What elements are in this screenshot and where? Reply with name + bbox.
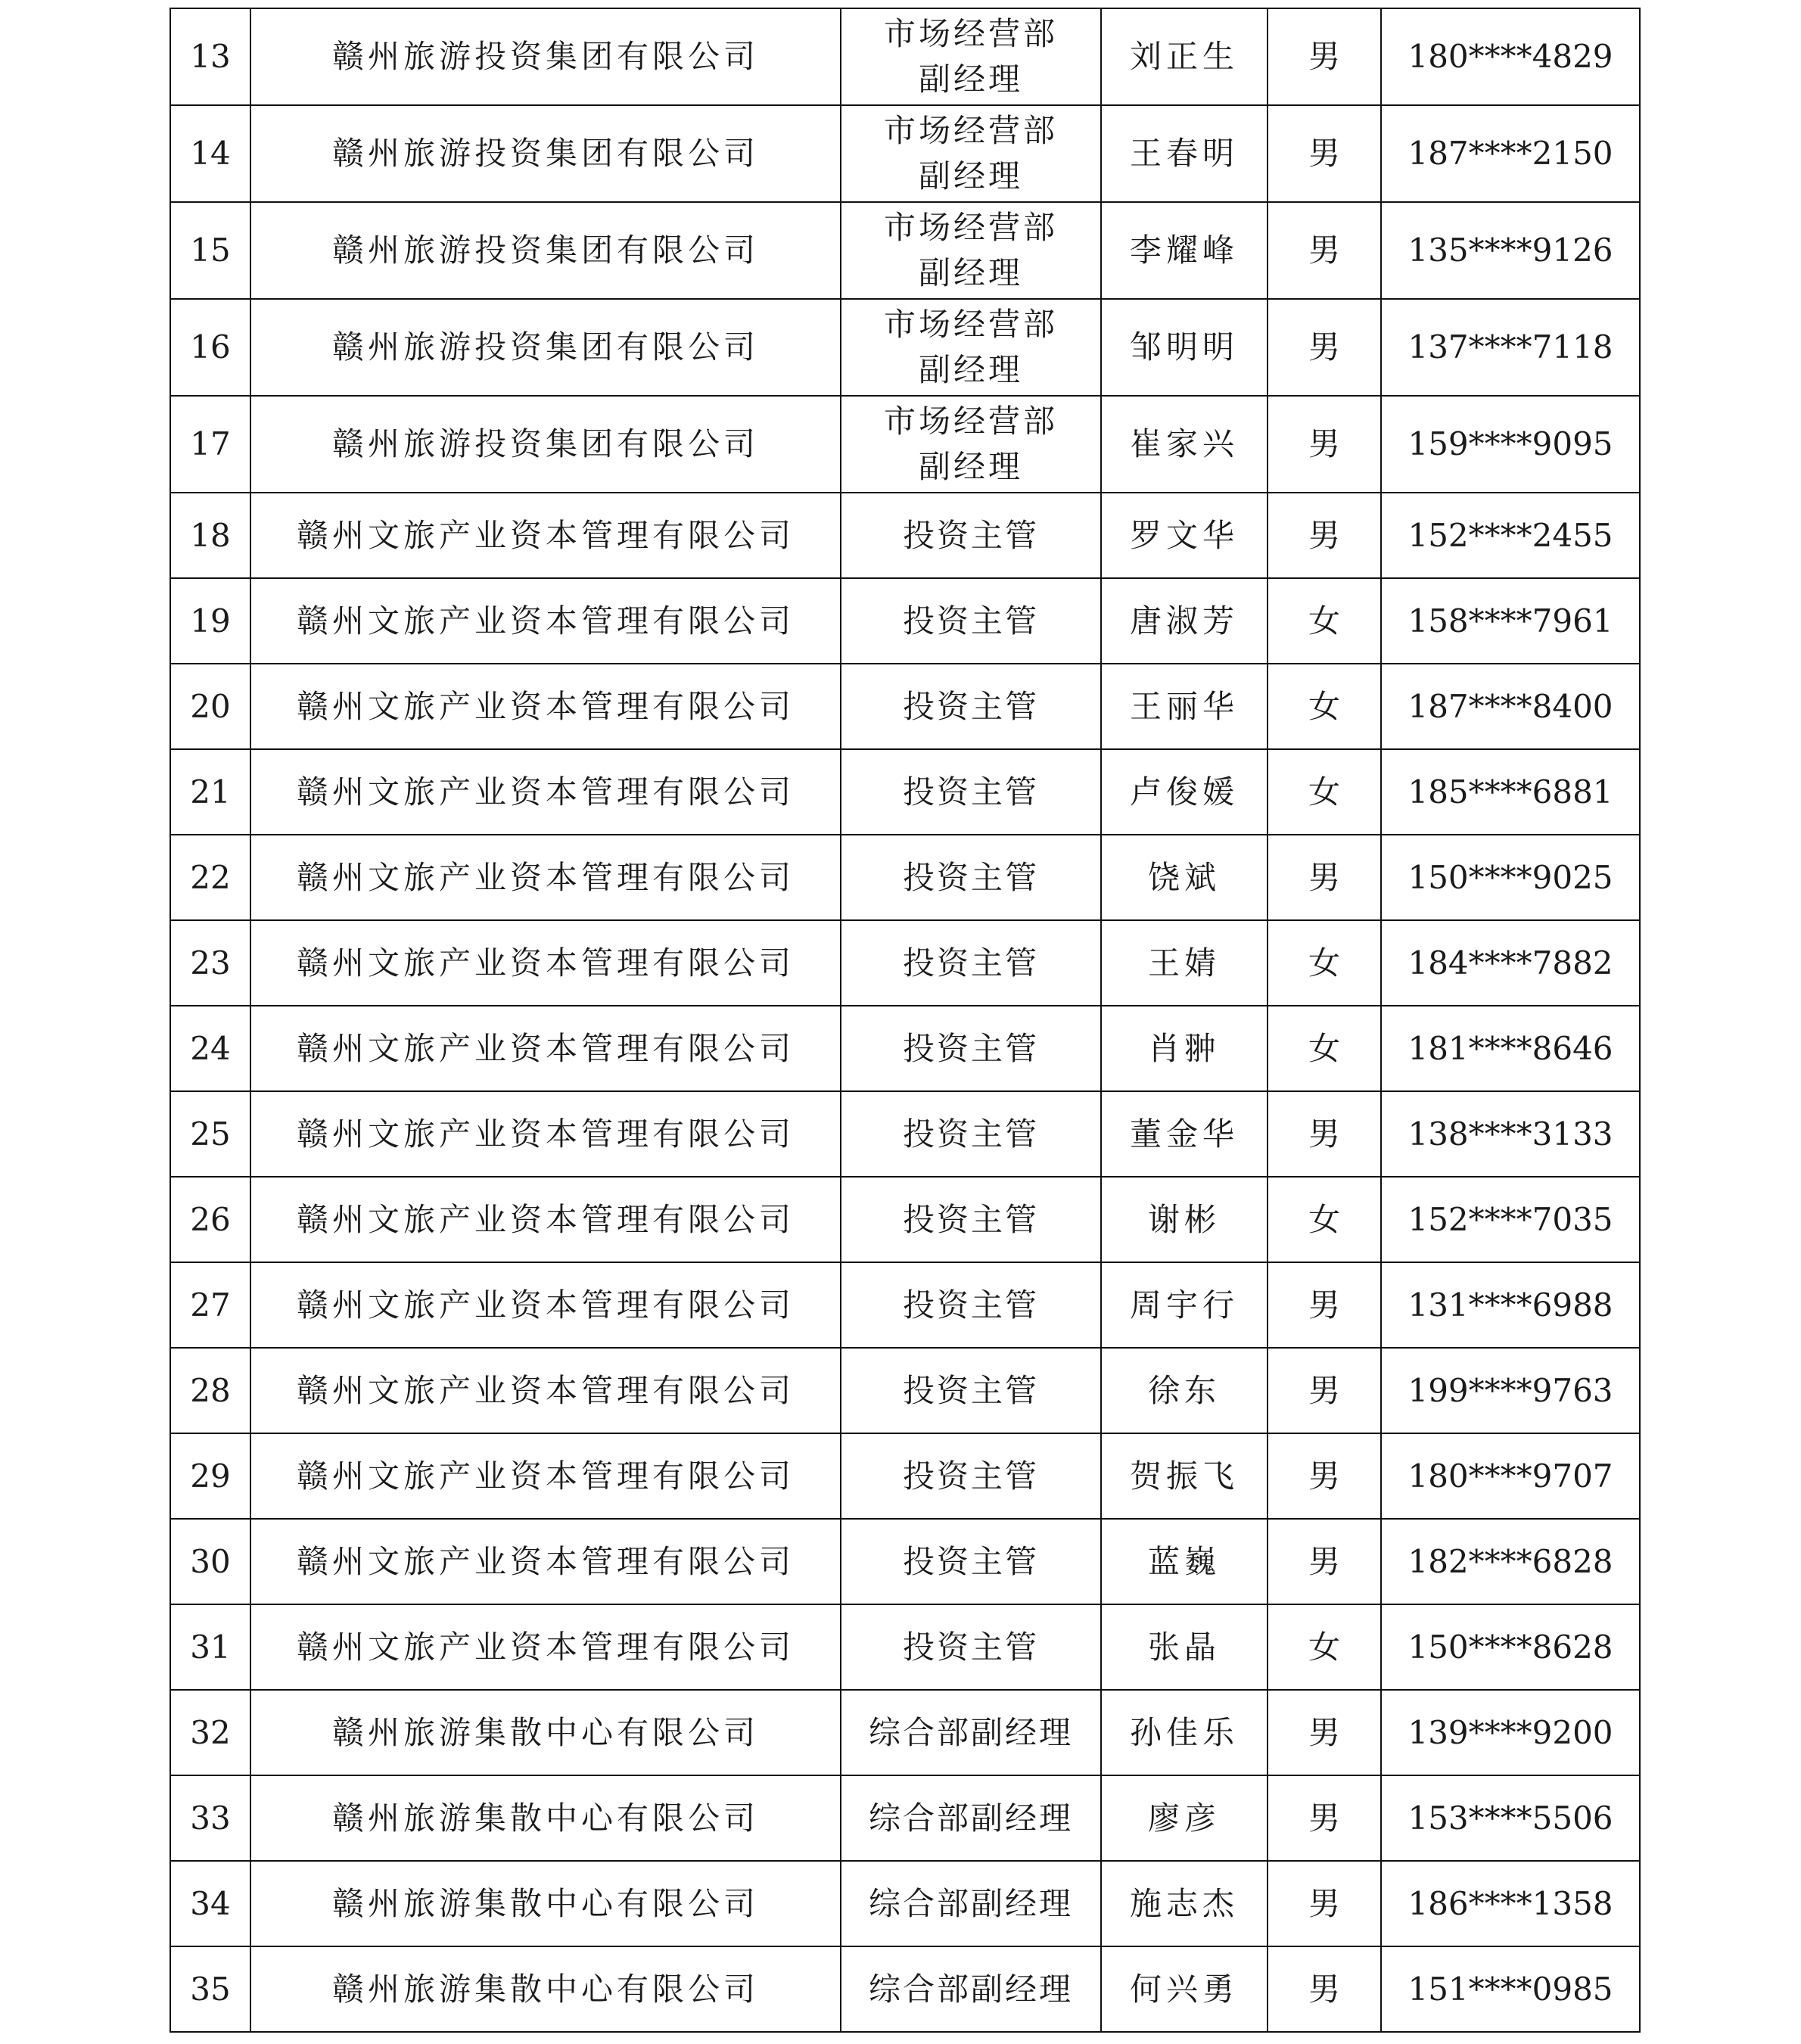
row-number-cell: 21 bbox=[170, 749, 250, 835]
table-row bbox=[170, 1775, 1640, 1861]
phone-cell: 180****9707 bbox=[1381, 1433, 1640, 1519]
phone-cell: 152****2455 bbox=[1381, 493, 1640, 578]
organization-cell: 赣州旅游集散中心有限公司 bbox=[250, 1946, 841, 2032]
position-line: 市场经营部 bbox=[883, 403, 1058, 440]
phone-cell: 199****9763 bbox=[1381, 1348, 1640, 1433]
position-line: 投资主管 bbox=[902, 1371, 1039, 1409]
table-row bbox=[170, 1604, 1640, 1690]
position-cell bbox=[841, 920, 1101, 1006]
person-name-cell: 刘正生 bbox=[1101, 8, 1268, 105]
position-line: 副经理 bbox=[918, 157, 1023, 194]
position-line: 市场经营部 bbox=[883, 306, 1058, 343]
position-cell bbox=[841, 1433, 1101, 1519]
position-line: 投资主管 bbox=[902, 1286, 1039, 1324]
person-name-cell: 贺振飞 bbox=[1101, 1433, 1268, 1519]
position-cell bbox=[841, 1091, 1101, 1177]
organization-cell: 赣州文旅产业资本管理有限公司 bbox=[250, 1348, 841, 1433]
organization-cell: 赣州文旅产业资本管理有限公司 bbox=[250, 835, 841, 920]
position-line: 副经理 bbox=[918, 61, 1023, 98]
position-line: 综合部副经理 bbox=[868, 1713, 1073, 1751]
phone-cell: 187****2150 bbox=[1381, 105, 1640, 202]
position-line: 综合部副经理 bbox=[868, 1884, 1073, 1922]
phone-cell: 150****9025 bbox=[1381, 835, 1640, 920]
position-line: 投资主管 bbox=[902, 602, 1039, 639]
organization-cell: 赣州文旅产业资本管理有限公司 bbox=[250, 1091, 841, 1177]
gender-cell: 男 bbox=[1268, 299, 1381, 396]
phone-cell: 135****9126 bbox=[1381, 202, 1640, 299]
table-row bbox=[170, 1433, 1640, 1519]
organization-cell: 赣州旅游投资集团有限公司 bbox=[250, 8, 841, 105]
phone-cell: 181****8646 bbox=[1381, 1006, 1640, 1091]
position-line: 投资主管 bbox=[902, 1200, 1039, 1238]
person-name-cell: 蓝巍 bbox=[1101, 1519, 1268, 1604]
table-row bbox=[170, 493, 1640, 578]
table-row bbox=[170, 578, 1640, 664]
row-number-cell: 14 bbox=[170, 105, 250, 202]
table-row bbox=[170, 396, 1640, 493]
row-number-cell: 30 bbox=[170, 1519, 250, 1604]
gender-cell: 女 bbox=[1268, 920, 1381, 1006]
row-number-cell: 27 bbox=[170, 1262, 250, 1348]
personnel-table bbox=[170, 8, 1641, 2033]
gender-cell: 男 bbox=[1268, 1262, 1381, 1348]
row-number-cell: 16 bbox=[170, 299, 250, 396]
organization-cell: 赣州文旅产业资本管理有限公司 bbox=[250, 920, 841, 1006]
position-line: 投资主管 bbox=[902, 944, 1039, 982]
position-line: 综合部副经理 bbox=[868, 1970, 1073, 2008]
row-number-cell: 15 bbox=[170, 202, 250, 299]
gender-cell: 男 bbox=[1268, 396, 1381, 493]
position-cell bbox=[841, 578, 1101, 664]
position-line: 副经理 bbox=[918, 448, 1023, 485]
table-row bbox=[170, 1348, 1640, 1433]
person-name-cell: 廖彦 bbox=[1101, 1775, 1268, 1861]
position-line: 综合部副经理 bbox=[868, 1799, 1073, 1837]
position-line: 市场经营部 bbox=[883, 209, 1058, 246]
table-row bbox=[170, 1690, 1640, 1775]
table-row bbox=[170, 749, 1640, 835]
phone-cell: 137****7118 bbox=[1381, 299, 1640, 396]
person-name-cell: 周宇行 bbox=[1101, 1262, 1268, 1348]
person-name-cell: 施志杰 bbox=[1101, 1861, 1268, 1946]
organization-cell: 赣州文旅产业资本管理有限公司 bbox=[250, 1604, 841, 1690]
row-number-cell: 24 bbox=[170, 1006, 250, 1091]
person-name-cell: 唐淑芳 bbox=[1101, 578, 1268, 664]
organization-cell: 赣州文旅产业资本管理有限公司 bbox=[250, 664, 841, 749]
person-name-cell: 张晶 bbox=[1101, 1604, 1268, 1690]
phone-cell: 158****7961 bbox=[1381, 578, 1640, 664]
person-name-cell: 徐东 bbox=[1101, 1348, 1268, 1433]
phone-cell: 131****6988 bbox=[1381, 1262, 1640, 1348]
person-name-cell: 董金华 bbox=[1101, 1091, 1268, 1177]
person-name-cell: 何兴勇 bbox=[1101, 1946, 1268, 2032]
table-row bbox=[170, 8, 1640, 105]
position-line: 投资主管 bbox=[902, 858, 1039, 896]
person-name-cell: 饶斌 bbox=[1101, 835, 1268, 920]
row-number-cell: 33 bbox=[170, 1775, 250, 1861]
position-line: 市场经营部 bbox=[883, 15, 1058, 52]
phone-cell: 180****4829 bbox=[1381, 8, 1640, 105]
gender-cell: 男 bbox=[1268, 1091, 1381, 1177]
position-line: 投资主管 bbox=[902, 1029, 1039, 1067]
table-row bbox=[170, 1861, 1640, 1946]
phone-cell: 185****6881 bbox=[1381, 749, 1640, 835]
gender-cell: 男 bbox=[1268, 1348, 1381, 1433]
gender-cell: 男 bbox=[1268, 1690, 1381, 1775]
row-number-cell: 18 bbox=[170, 493, 250, 578]
position-line: 投资主管 bbox=[902, 516, 1039, 554]
organization-cell: 赣州文旅产业资本管理有限公司 bbox=[250, 1262, 841, 1348]
position-cell bbox=[841, 202, 1101, 299]
gender-cell: 女 bbox=[1268, 1006, 1381, 1091]
organization-cell: 赣州旅游集散中心有限公司 bbox=[250, 1775, 841, 1861]
row-number-cell: 25 bbox=[170, 1091, 250, 1177]
person-name-cell: 罗文华 bbox=[1101, 493, 1268, 578]
person-name-cell: 卢俊媛 bbox=[1101, 749, 1268, 835]
row-number-cell: 17 bbox=[170, 396, 250, 493]
table-row bbox=[170, 1262, 1640, 1348]
position-cell bbox=[841, 1006, 1101, 1091]
phone-cell: 187****8400 bbox=[1381, 664, 1640, 749]
row-number-cell: 32 bbox=[170, 1690, 250, 1775]
row-number-cell: 28 bbox=[170, 1348, 250, 1433]
position-line: 投资主管 bbox=[902, 1628, 1039, 1666]
position-cell bbox=[841, 1861, 1101, 1946]
position-cell bbox=[841, 1519, 1101, 1604]
gender-cell: 男 bbox=[1268, 1946, 1381, 2032]
table-row bbox=[170, 1177, 1640, 1262]
position-cell bbox=[841, 1177, 1101, 1262]
table-row bbox=[170, 299, 1640, 396]
organization-cell: 赣州文旅产业资本管理有限公司 bbox=[250, 1177, 841, 1262]
organization-cell: 赣州旅游投资集团有限公司 bbox=[250, 202, 841, 299]
position-line: 副经理 bbox=[918, 351, 1023, 388]
row-number-cell: 20 bbox=[170, 664, 250, 749]
row-number-cell: 35 bbox=[170, 1946, 250, 2032]
person-name-cell: 谢彬 bbox=[1101, 1177, 1268, 1262]
organization-cell: 赣州旅游投资集团有限公司 bbox=[250, 396, 841, 493]
position-line: 投资主管 bbox=[902, 1542, 1039, 1580]
position-cell bbox=[841, 105, 1101, 202]
position-cell bbox=[841, 1690, 1101, 1775]
phone-cell: 159****9095 bbox=[1381, 396, 1640, 493]
gender-cell: 女 bbox=[1268, 578, 1381, 664]
table-row bbox=[170, 105, 1640, 202]
phone-cell: 152****7035 bbox=[1381, 1177, 1640, 1262]
position-line: 副经理 bbox=[918, 254, 1023, 291]
position-cell bbox=[841, 299, 1101, 396]
organization-cell: 赣州文旅产业资本管理有限公司 bbox=[250, 1006, 841, 1091]
row-number-cell: 26 bbox=[170, 1177, 250, 1262]
position-cell bbox=[841, 1604, 1101, 1690]
position-cell bbox=[841, 396, 1101, 493]
gender-cell: 男 bbox=[1268, 202, 1381, 299]
gender-cell: 男 bbox=[1268, 493, 1381, 578]
person-name-cell: 崔家兴 bbox=[1101, 396, 1268, 493]
organization-cell: 赣州文旅产业资本管理有限公司 bbox=[250, 1519, 841, 1604]
position-line: 投资主管 bbox=[902, 687, 1039, 725]
table-row bbox=[170, 202, 1640, 299]
row-number-cell: 19 bbox=[170, 578, 250, 664]
position-line: 投资主管 bbox=[902, 1115, 1039, 1153]
position-line: 市场经营部 bbox=[883, 112, 1058, 149]
person-name-cell: 王婧 bbox=[1101, 920, 1268, 1006]
phone-cell: 150****8628 bbox=[1381, 1604, 1640, 1690]
gender-cell: 男 bbox=[1268, 1519, 1381, 1604]
person-name-cell: 肖翀 bbox=[1101, 1006, 1268, 1091]
position-cell bbox=[841, 493, 1101, 578]
table-row bbox=[170, 664, 1640, 749]
person-name-cell: 孙佳乐 bbox=[1101, 1690, 1268, 1775]
table-row bbox=[170, 1006, 1640, 1091]
organization-cell: 赣州旅游投资集团有限公司 bbox=[250, 299, 841, 396]
position-cell bbox=[841, 664, 1101, 749]
gender-cell: 男 bbox=[1268, 1775, 1381, 1861]
phone-cell: 186****1358 bbox=[1381, 1861, 1640, 1946]
personnel-table-body bbox=[170, 8, 1640, 2032]
gender-cell: 男 bbox=[1268, 1433, 1381, 1519]
gender-cell: 女 bbox=[1268, 749, 1381, 835]
position-line: 投资主管 bbox=[902, 773, 1039, 810]
person-name-cell: 王春明 bbox=[1101, 105, 1268, 202]
row-number-cell: 31 bbox=[170, 1604, 250, 1690]
organization-cell: 赣州文旅产业资本管理有限公司 bbox=[250, 1433, 841, 1519]
organization-cell: 赣州文旅产业资本管理有限公司 bbox=[250, 578, 841, 664]
row-number-cell: 34 bbox=[170, 1861, 250, 1946]
row-number-cell: 13 bbox=[170, 8, 250, 105]
phone-cell: 182****6828 bbox=[1381, 1519, 1640, 1604]
table-row bbox=[170, 920, 1640, 1006]
phone-cell: 139****9200 bbox=[1381, 1690, 1640, 1775]
row-number-cell: 29 bbox=[170, 1433, 250, 1519]
person-name-cell: 李耀峰 bbox=[1101, 202, 1268, 299]
position-cell bbox=[841, 1775, 1101, 1861]
gender-cell: 女 bbox=[1268, 664, 1381, 749]
organization-cell: 赣州旅游集散中心有限公司 bbox=[250, 1690, 841, 1775]
table-row bbox=[170, 1091, 1640, 1177]
gender-cell: 女 bbox=[1268, 1604, 1381, 1690]
position-cell bbox=[841, 1946, 1101, 2032]
position-cell bbox=[841, 1262, 1101, 1348]
gender-cell: 男 bbox=[1268, 1861, 1381, 1946]
row-number-cell: 23 bbox=[170, 920, 250, 1006]
organization-cell: 赣州旅游集散中心有限公司 bbox=[250, 1861, 841, 1946]
position-cell bbox=[841, 8, 1101, 105]
person-name-cell: 邹明明 bbox=[1101, 299, 1268, 396]
position-cell bbox=[841, 1348, 1101, 1433]
organization-cell: 赣州文旅产业资本管理有限公司 bbox=[250, 493, 841, 578]
person-name-cell: 王丽华 bbox=[1101, 664, 1268, 749]
gender-cell: 男 bbox=[1268, 8, 1381, 105]
gender-cell: 男 bbox=[1268, 835, 1381, 920]
gender-cell: 女 bbox=[1268, 1177, 1381, 1262]
position-cell bbox=[841, 835, 1101, 920]
table-row bbox=[170, 835, 1640, 920]
organization-cell: 赣州旅游投资集团有限公司 bbox=[250, 105, 841, 202]
phone-cell: 184****7882 bbox=[1381, 920, 1640, 1006]
row-number-cell: 22 bbox=[170, 835, 250, 920]
table-row bbox=[170, 1946, 1640, 2032]
phone-cell: 153****5506 bbox=[1381, 1775, 1640, 1861]
position-line: 投资主管 bbox=[902, 1457, 1039, 1495]
organization-cell: 赣州文旅产业资本管理有限公司 bbox=[250, 749, 841, 835]
phone-cell: 138****3133 bbox=[1381, 1091, 1640, 1177]
gender-cell: 男 bbox=[1268, 105, 1381, 202]
phone-cell: 151****0985 bbox=[1381, 1946, 1640, 2032]
position-cell bbox=[841, 749, 1101, 835]
table-row bbox=[170, 1519, 1640, 1604]
